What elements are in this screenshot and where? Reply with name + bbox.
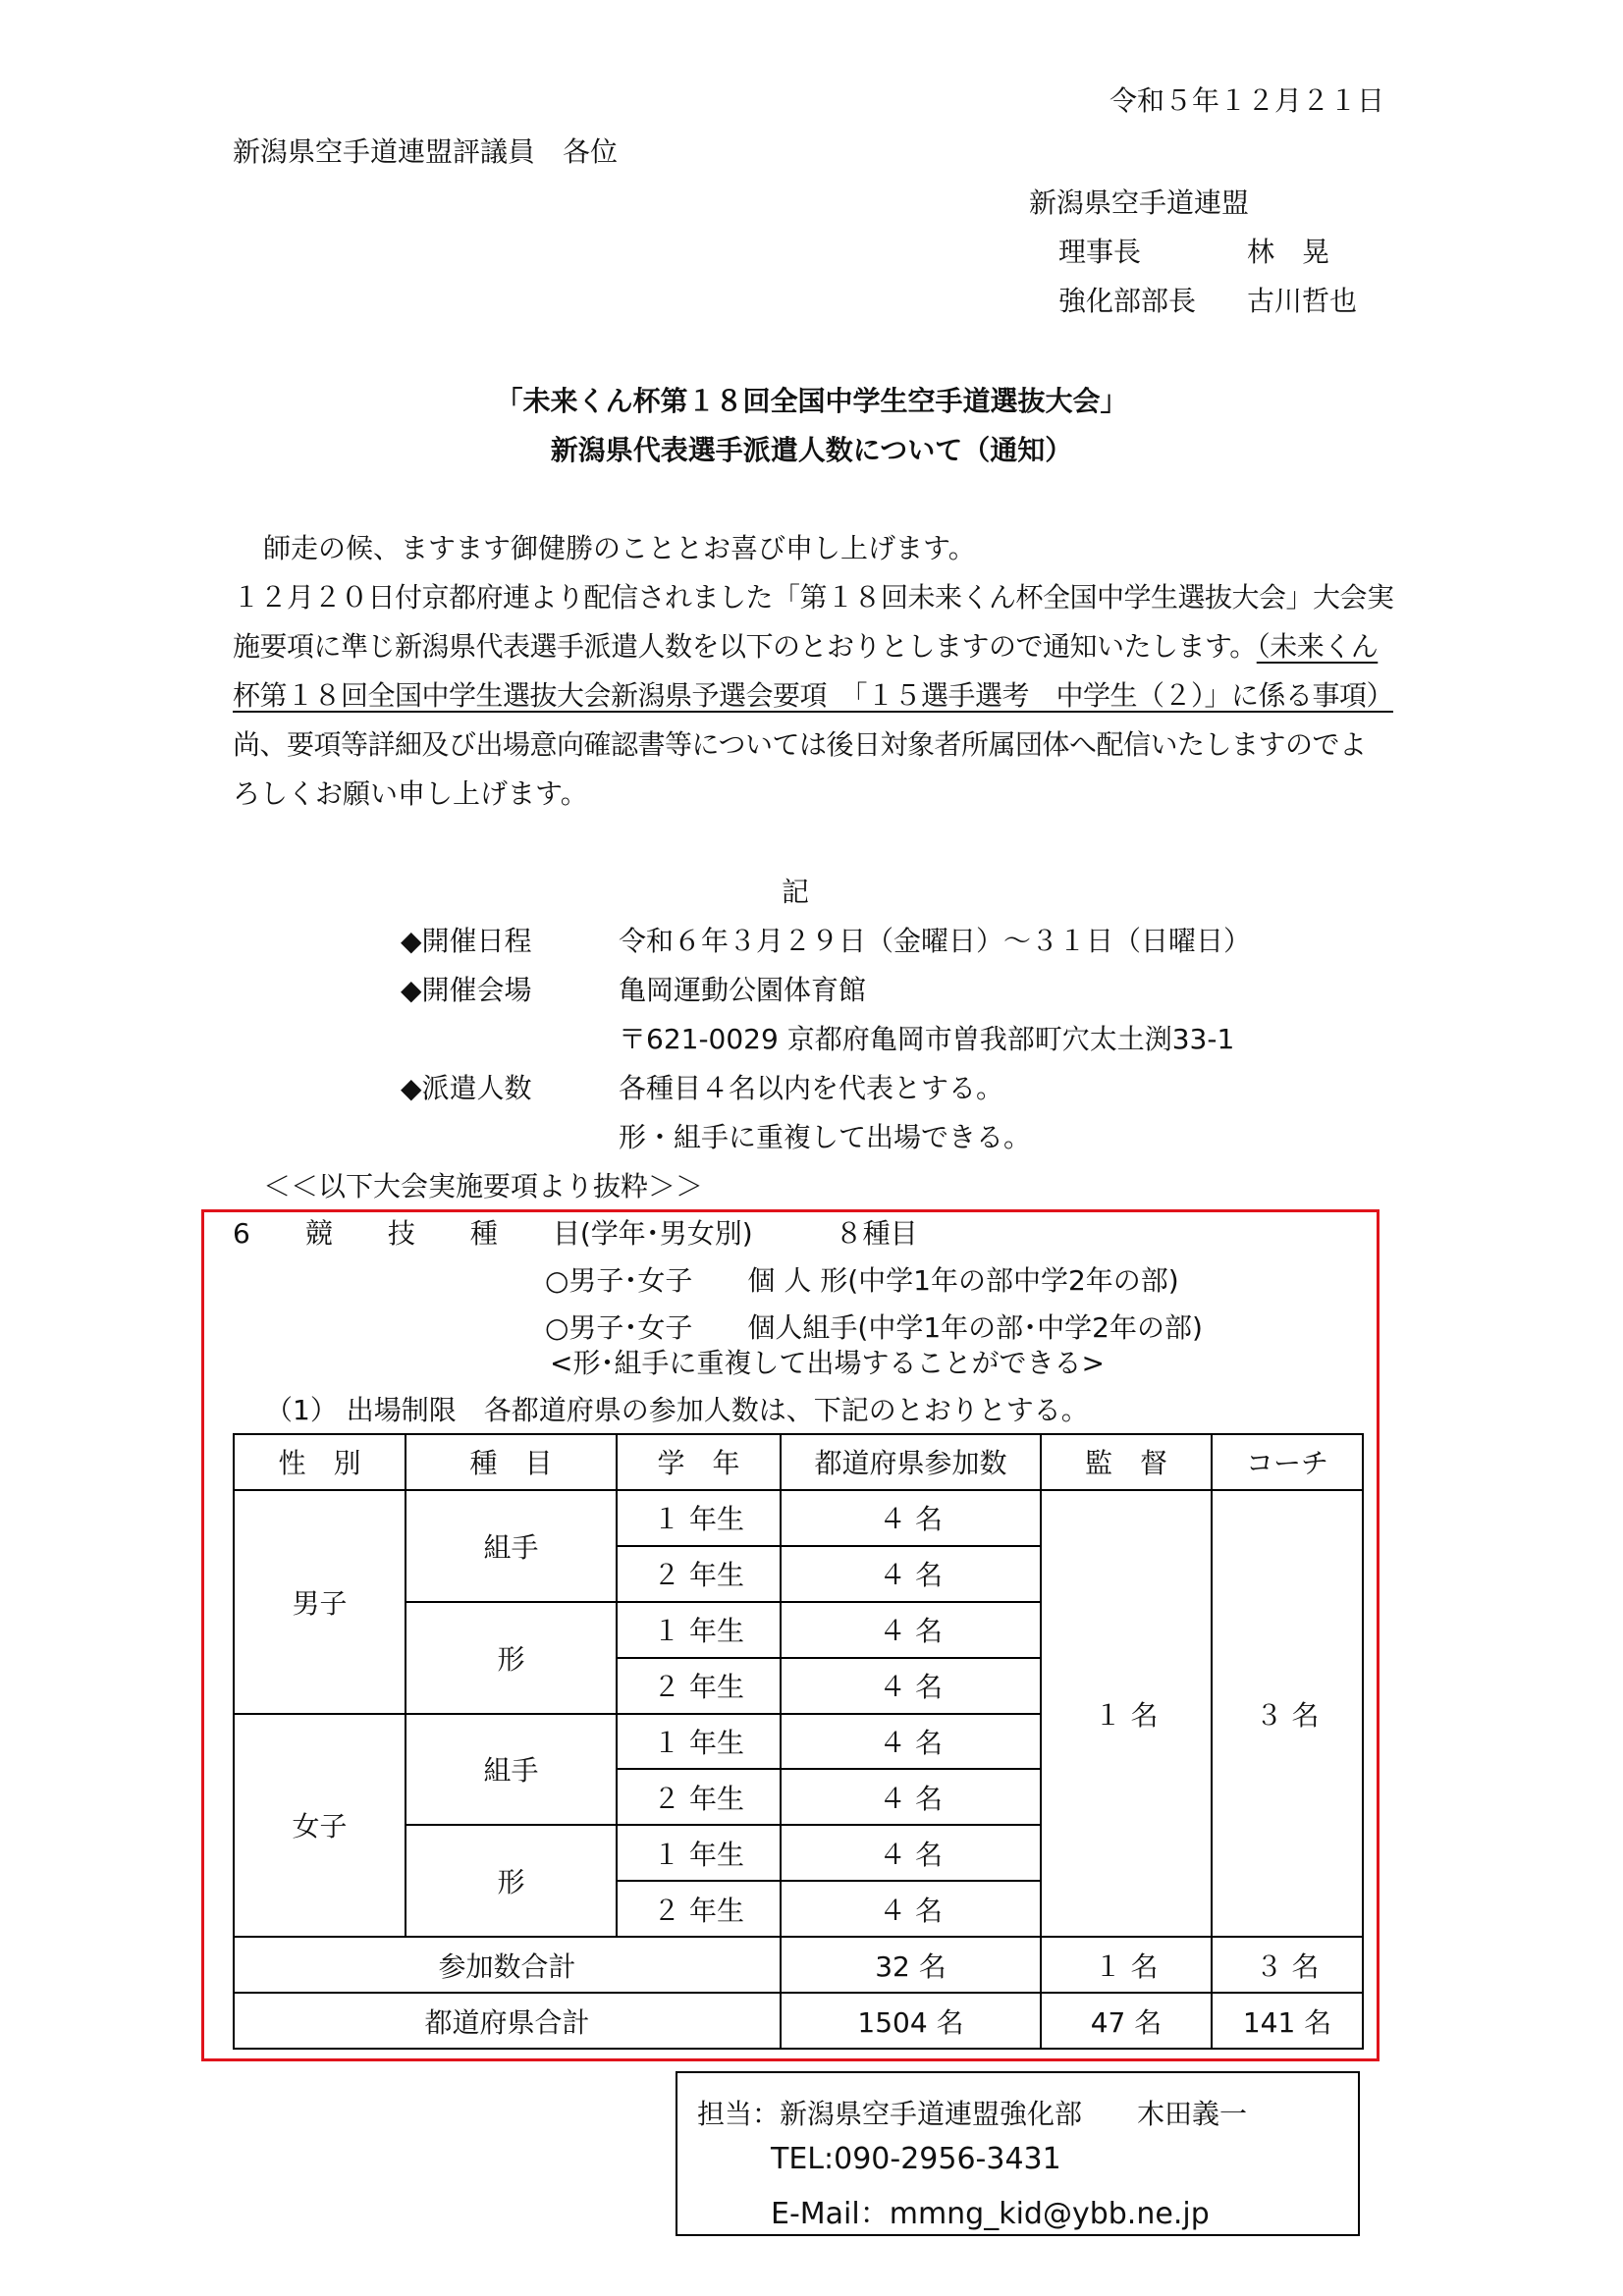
- cell-total-trainer: ３ 名: [1212, 1937, 1363, 1993]
- cell-count: ４ 名: [781, 1602, 1041, 1658]
- body-line-2-underlined: （未来くん: [1256, 630, 1379, 663]
- body-line-2: [233, 630, 1378, 664]
- cell-grade: １ 年生: [617, 1714, 781, 1770]
- contact-box: [676, 2071, 1360, 2236]
- ki-mark: 記: [782, 876, 810, 908]
- table-header-row: [234, 1434, 1363, 1490]
- sender-name-chairman: 林 晃: [1247, 236, 1330, 268]
- cell-count: ４ 名: [781, 1825, 1041, 1881]
- event-date-value: 令和６年３月２９日（金曜日）～３１日（日曜日）: [619, 925, 1252, 957]
- cell-count: ４ 名: [781, 1881, 1041, 1937]
- cell-grade: ２ 年生: [617, 1546, 781, 1602]
- addressee: 新潟県空手道連盟評議員 各位: [233, 135, 619, 168]
- cell-kumite: 組手: [406, 1490, 617, 1602]
- sender-org: 新潟県空手道連盟: [1029, 187, 1250, 219]
- cell-kata: 形: [406, 1825, 617, 1937]
- dispatch-label: ◆派遣人数: [401, 1072, 532, 1104]
- table-pref-total-row: [234, 1993, 1363, 2049]
- cell-total-label: 参加数合計: [234, 1937, 781, 1993]
- header-grade: 学 年: [617, 1434, 781, 1490]
- cell-count: ４ 名: [781, 1714, 1041, 1770]
- cell-pref-participants: 1504 名: [781, 1993, 1041, 2049]
- header-gender: 性 別: [234, 1434, 406, 1490]
- venue-value: 亀岡運動公園体育館: [619, 974, 867, 1006]
- quota-table: [233, 1433, 1364, 2050]
- header-trainer: コーチ: [1212, 1434, 1363, 1490]
- cell-pref-total-label: 都道府県合計: [234, 1993, 781, 2049]
- venue-address: 〒621-0029 京都府亀岡市曽我部町穴太土渕33-1: [619, 1023, 1235, 1055]
- events-line-overlap: <形･組手に重複して出場することができる>: [550, 1347, 1105, 1379]
- cell-trainer: ３ 名: [1212, 1490, 1363, 1937]
- events-heading: 6 競 技 種 目(学年･男女別) ８種目: [233, 1217, 918, 1250]
- participation-limit: （1） 出場制限 各都道府県の参加人数は、下記のとおりとする。: [265, 1394, 1089, 1426]
- cell-pref-trainer: 141 名: [1212, 1993, 1363, 2049]
- body-line-5: ろしくお願い申し上げます。: [233, 777, 588, 810]
- body-line-4: 尚、要項等詳細及び出場意向確認書等については後日対象者所属団体へ配信いたしますのでよ: [233, 728, 1367, 761]
- table-row: [234, 1490, 1363, 1546]
- contact-tel: TEL:090-2956-3431: [771, 2142, 1061, 2176]
- cell-total-participants: 32 名: [781, 1937, 1041, 1993]
- excerpt-note: ＜＜以下大会実施要項より抜粋＞＞: [263, 1170, 704, 1202]
- events-line-kumite: ○男子･女子 個人組手(中学1年の部･中学2年の部): [545, 1311, 1203, 1344]
- sender-name-director: 古川哲也: [1247, 285, 1358, 317]
- title-line-2: 新潟県代表選手派遣人数について（通知）: [550, 434, 1073, 466]
- cell-grade: ２ 年生: [617, 1769, 781, 1825]
- sender-role-director: 強化部部長: [1058, 285, 1197, 317]
- cell-total-coach: １ 名: [1041, 1937, 1212, 1993]
- document-date: 令和５年１２月２１日: [1109, 84, 1385, 117]
- header-event: 種 目: [406, 1434, 617, 1490]
- contact-person: 担当：新潟県空手道連盟強化部 木田義一: [697, 2098, 1248, 2130]
- dispatch-value-2: 形・組手に重複して出場できる。: [619, 1121, 1032, 1153]
- venue-label: ◆開催会場: [401, 974, 532, 1006]
- body-line-1: １２月２０日付京都府連より配信されました「第１８回未来くん杯全国中学生選抜大会」大会実: [233, 581, 1394, 614]
- cell-male: 男子: [234, 1490, 406, 1714]
- cell-coach: １ 名: [1041, 1490, 1212, 1937]
- cell-count: ４ 名: [781, 1490, 1041, 1546]
- cell-grade: ２ 年生: [617, 1881, 781, 1937]
- cell-grade: １ 年生: [617, 1825, 781, 1881]
- cell-grade: １ 年生: [617, 1490, 781, 1546]
- cell-kumite: 組手: [406, 1714, 617, 1826]
- events-line-kata: ○男子･女子 個 人 形(中学1年の部中学2年の部): [545, 1264, 1179, 1297]
- sender-role-chairman: 理事長: [1058, 236, 1142, 268]
- table-total-row: [234, 1937, 1363, 1993]
- cell-count: ４ 名: [781, 1658, 1041, 1714]
- dispatch-value-1: 各種目４名以内を代表とする。: [619, 1072, 1004, 1104]
- cell-grade: １ 年生: [617, 1602, 781, 1658]
- header-pref-count: 都道府県参加数: [781, 1434, 1041, 1490]
- cell-grade: ２ 年生: [617, 1658, 781, 1714]
- contact-email: E-Mail：mmng_kid@ybb.ne.jp: [771, 2197, 1210, 2231]
- cell-pref-coach: 47 名: [1041, 1993, 1212, 2049]
- cell-count: ４ 名: [781, 1546, 1041, 1602]
- body-line-3: 杯第１８回全国中学生選抜大会新潟県予選会要項 「１５選手選考 中学生（２）」に係る事項）: [233, 679, 1394, 712]
- cell-female: 女子: [234, 1714, 406, 1938]
- event-date-label: ◆開催日程: [401, 925, 532, 957]
- title-line-1: 「未来くん杯第１８回全国中学生空手道選抜大会」: [495, 385, 1128, 417]
- cell-kata: 形: [406, 1602, 617, 1714]
- cell-count: ４ 名: [781, 1769, 1041, 1825]
- body-line-2-text: 施要項に準じ新潟県代表選手派遣人数を以下のとおりとしますので通知いたします。: [233, 630, 1257, 663]
- greeting: 師走の候、ますます御健勝のこととお喜び申し上げます。: [263, 532, 976, 564]
- header-coach: 監 督: [1041, 1434, 1212, 1490]
